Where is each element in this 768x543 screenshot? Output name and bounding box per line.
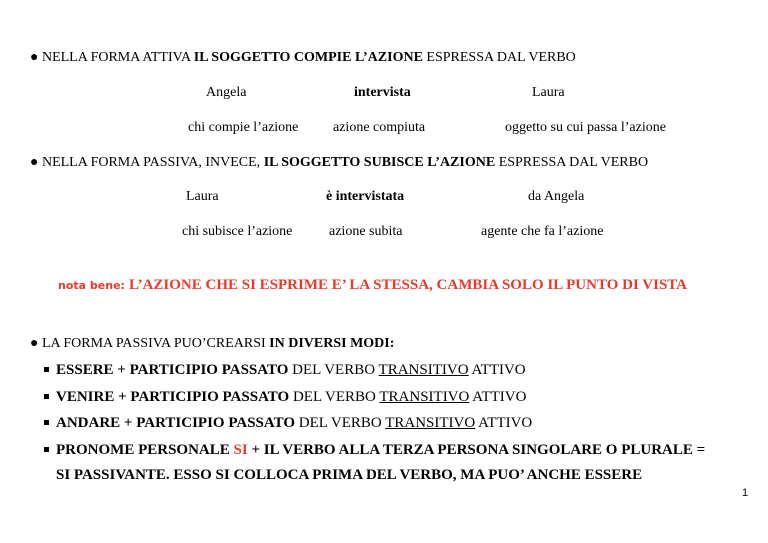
forms-heading-bold: IN DIVERSI MODI:: [269, 336, 395, 351]
active-form-heading: [30, 50, 576, 66]
item-text-end: ATTIVO: [475, 415, 533, 431]
item-bold: VENIRE + PARTICIPIO PASSATO: [56, 389, 290, 405]
item-bold: ANDARE + PARTICIPIO PASSATO: [56, 415, 296, 431]
square-bullet-icon: [44, 447, 49, 452]
active-subject: Angela: [206, 85, 247, 100]
list-item: [44, 442, 705, 459]
passive-verb-note: azione subita: [329, 224, 403, 239]
item-text-end: ATTIVO: [469, 389, 527, 405]
forms-heading-text: LA FORMA PASSIVA PUO’CREARSI: [41, 336, 270, 351]
square-bullet-icon: [44, 394, 49, 399]
active-subject-note: chi compie l’azione: [188, 120, 299, 135]
active-object-note: oggetto su cui passa l’azione: [505, 120, 666, 135]
active-heading-text: NELLA FORMA ATTIVA: [41, 50, 194, 65]
item-underlined: TRANSITIVO: [385, 415, 476, 431]
item-text: DEL VERBO: [288, 362, 379, 378]
active-object: Laura: [532, 85, 565, 100]
passive-heading-end: ESPRESSA DAL VERBO: [495, 155, 649, 170]
active-verb: intervista: [354, 85, 411, 100]
nota-bene-text: L’AZIONE CHE SI ESPRIME E’ LA STESSA, CAMBIA SOLO IL PUNTO DI VISTA: [128, 277, 688, 293]
square-bullet-icon: [44, 420, 49, 425]
bullet: ●: [30, 336, 39, 351]
item-text: PRONOME PERSONALE: [56, 442, 234, 458]
nota-bene: [58, 276, 687, 294]
bullet: ●: [30, 50, 39, 65]
active-verb-note: azione compiuta: [333, 120, 426, 135]
passive-form-heading: [30, 155, 648, 171]
item-text-end: ATTIVO: [468, 362, 526, 378]
item-text-end: + IL VERBO ALLA TERZA PERSONA SINGOLARE O PLURALE =: [247, 442, 706, 458]
list-item: [44, 362, 526, 379]
passive-subject-note: chi subisce l’azione: [182, 224, 293, 239]
si-highlight: SI: [233, 442, 248, 458]
item-text: DEL VERBO: [289, 389, 380, 405]
list-item-continuation: SI PASSIVANTE. ESSO SI COLLOCA PRIMA DEL VERBO, MA PUO’ ANCHE ESSERE: [56, 467, 643, 483]
list-item: [44, 389, 526, 406]
passive-agent: da Angela: [528, 189, 585, 204]
page-number: 1: [742, 487, 749, 499]
nota-bene-label: nota bene:: [58, 279, 125, 292]
square-bullet-icon: [44, 367, 49, 372]
passive-verb: è intervistata: [326, 189, 405, 204]
item-underlined: TRANSITIVO: [379, 389, 470, 405]
passive-agent-note: agente che fa l’azione: [481, 224, 604, 239]
passive-heading-bold: IL SOGGETTO SUBISCE L’AZIONE: [263, 155, 496, 170]
bullet: ●: [30, 155, 39, 170]
active-heading-bold: IL SOGGETTO COMPIE L’AZIONE: [193, 50, 423, 65]
item-text: DEL VERBO: [295, 415, 386, 431]
passive-heading-text: NELLA FORMA PASSIVA, INVECE,: [41, 155, 264, 170]
passive-subject: Laura: [186, 189, 219, 204]
item-underlined: TRANSITIVO: [378, 362, 469, 378]
item-bold: ESSERE + PARTICIPIO PASSATO: [56, 362, 289, 378]
active-heading-end: ESPRESSA DAL VERBO: [422, 50, 576, 65]
forms-heading: [30, 336, 394, 352]
list-item: [44, 415, 532, 432]
